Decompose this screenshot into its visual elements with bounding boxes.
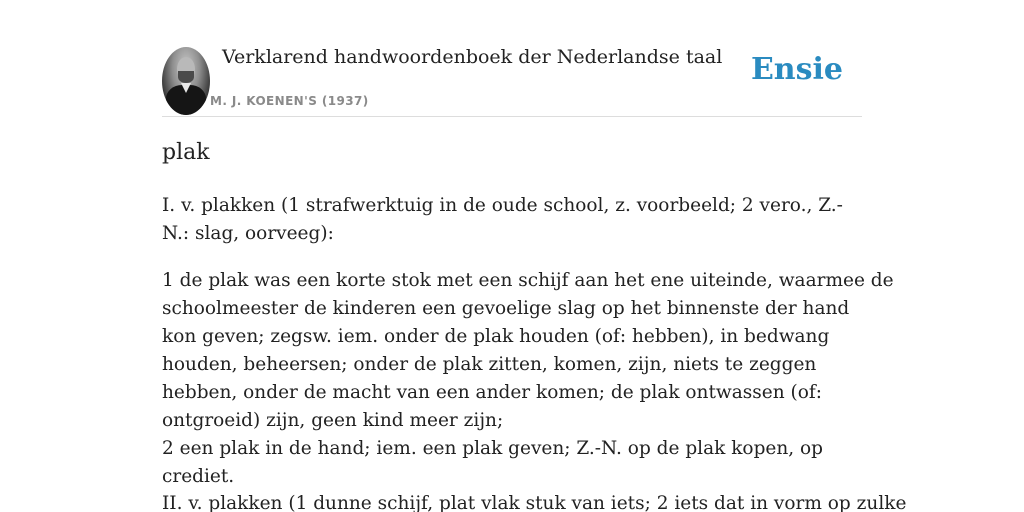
book-title[interactable]: Verklarend handwoordenboek der Nederlandse taal xyxy=(222,46,723,68)
sense-1-body-1: schoolmeester de kinderen een gevoelige slag op het binnenste der hand kon geven; zegsw. iem. onder de plak houden (of: hebben), in bedwang houden, beheersen; onder de plak zitten, komen, zijn, niets te zeggen hebben, onder de macht van een ander komen; de plak ontwassen (of: ontgroeid) zijn, geen kind meer zijn; xyxy=(162,298,850,431)
sense-1-heading: I. v. plakken (1 strafwerktuig in de oude school, z. voorbeeld; 2 vero., Z.-N.: slag, oorveeg): xyxy=(162,195,843,244)
book-author: M. J. KOENEN'S (1937) xyxy=(210,94,369,108)
sense-2-heading: II. v. plakken (1 dunne schijf, plat vlak stuk van iets; 2 iets dat in vorm op zulke xyxy=(162,493,907,512)
portrait-beard xyxy=(178,71,194,83)
sense-1-line-1: 1 de plak was een korte stok met een schijf aan het ene uiteinde, waarmee de xyxy=(162,270,894,291)
content xyxy=(162,0,907,512)
headword: plak xyxy=(162,140,210,165)
sense-1-body-2: 2 een plak in de hand; iem. een plak geven; Z.-N. op de plak kopen, op crediet. xyxy=(162,438,824,487)
header xyxy=(162,0,862,117)
ensie-logo-link[interactable]: Ensie xyxy=(750,52,843,87)
author-portrait xyxy=(162,47,210,115)
